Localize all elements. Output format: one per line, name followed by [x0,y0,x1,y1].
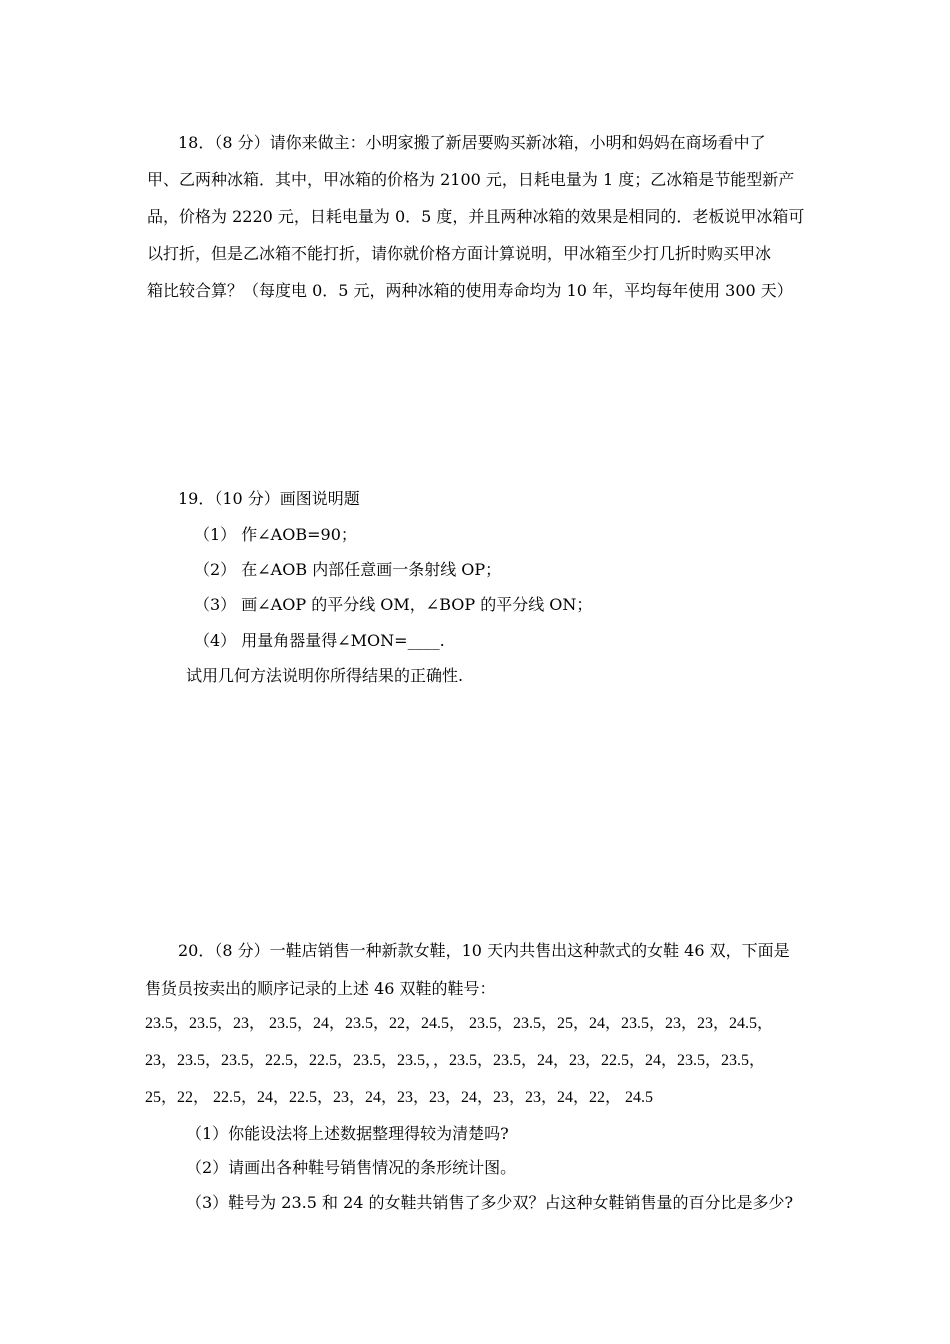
q18-line-1: 18．（8 分）请你来做主：小明家搬了新居要购买新冰箱，小明和妈妈在商场看中了 [178,133,766,152]
q18-line-5: 箱比较合算？（每度电 0．5 元，两种冰箱的使用寿命均为 10 年，平均每年使用 300 天） [147,281,793,300]
q18-line-4: 以打折，但是乙冰箱不能打折，请你就价格方面计算说明，甲冰箱至少打几折时购买甲冰 [147,244,772,263]
q20-item-3: （3）鞋号为 23.5 和 24 的女鞋共销售了多少双？占这种女鞋销售量的百分比是多少? [186,1193,794,1212]
q19-title: 19．（10 分）画图说明题 [178,489,360,508]
q20-line-2: 售货员按卖出的顺序记录的上述 46 双鞋的鞋号： [145,979,496,998]
q18-line-3: 品，价格为 2220 元，日耗电量为 0．5 度，并且两种冰箱的效果是相同的．老板说甲冰箱可 [147,207,805,226]
q20-data-line-2: 23，23.5，23.5，22.5，22.5，23.5，23.5，，23.5，23.5，24，23，22.5，24，23.5，23.5， [145,1052,766,1069]
q20-data-line-1: 23.5，23.5，23， 23.5，24，23.5，22，24.5， 23.5，23.5，25，24，23.5，23，23，24.5， [145,1015,774,1032]
q19-item-4: （4） 用量角器量得∠MON=____. [194,631,445,650]
q19-conclusion: 试用几何方法说明你所得结果的正确性. [186,666,464,685]
q20-line-1: 20．（8 分）一鞋店销售一种新款女鞋，10 天内共售出这种款式的女鞋 46 双，下面是 [178,941,790,960]
q20-data-line-3: 25，22， 22.5，24，22.5，23，24，23，23，24，23，23，24，22， 24.5 [145,1089,654,1106]
q18-line-2: 甲、乙两种冰箱．其中，甲冰箱的价格为 2100 元，日耗电量为 1 度；乙冰箱是节能型新产 [147,170,795,189]
q20-item-1: （1）你能设法将上述数据整理得较为清楚吗? [186,1124,509,1143]
q20-item-2: （2）请画出各种鞋号销售情况的条形统计图。 [186,1158,517,1177]
q19-item-1: （1） 作∠AOB=90； [194,525,357,544]
q19-item-2: （2） 在∠AOB 内部任意画一条射线 OP； [194,560,502,579]
q19-item-3: （3） 画∠AOP 的平分线 OM，∠BOP 的平分线 ON； [194,595,593,614]
